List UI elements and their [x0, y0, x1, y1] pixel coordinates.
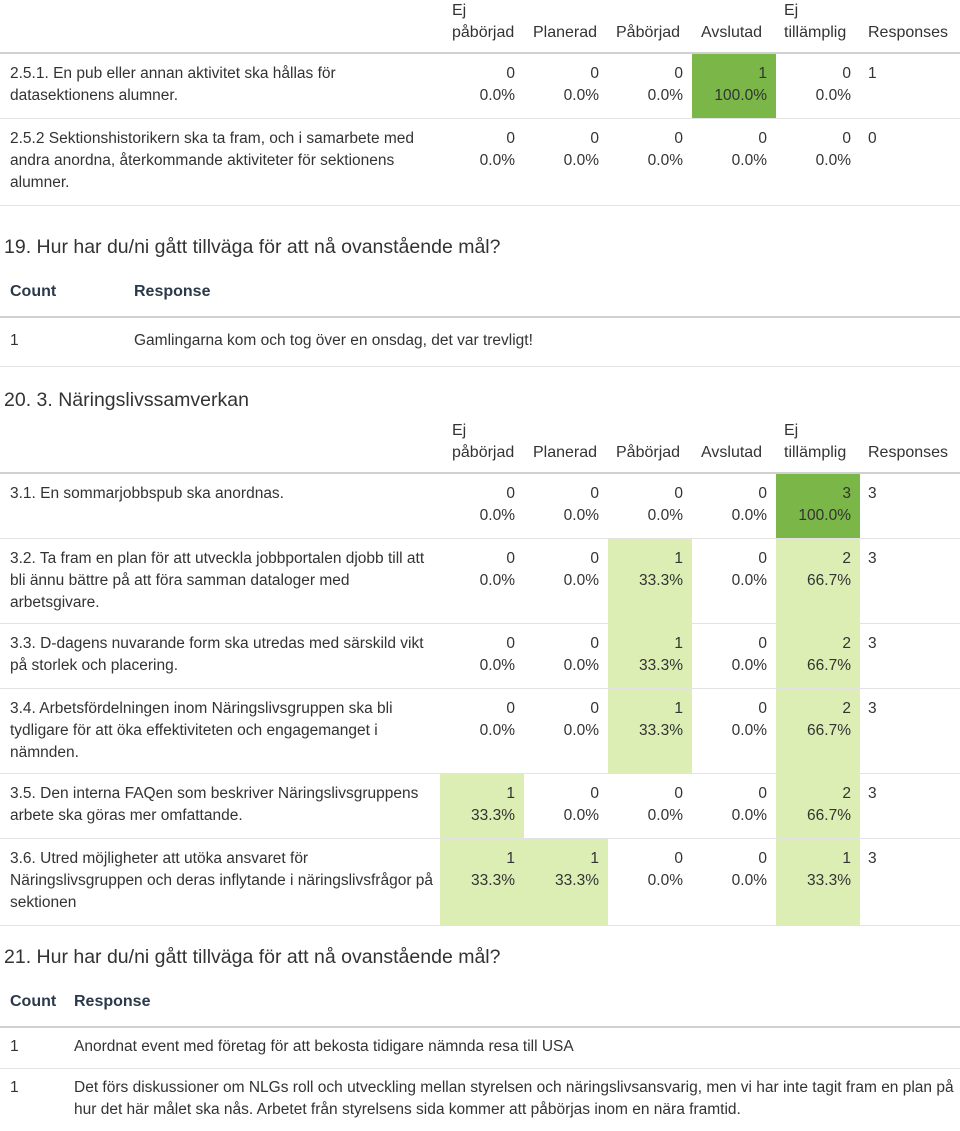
cell-planerad [524, 119, 608, 205]
cell-percent: 66.7% [807, 722, 851, 739]
cell-avslutad [692, 624, 776, 688]
responses-count: 3 [868, 850, 877, 867]
col-label: Planerad [533, 444, 598, 461]
col-responses [868, 420, 958, 472]
col-label: Ej tillämplig [784, 2, 847, 41]
cell-count: 2 [842, 700, 851, 717]
question-19-title: 19. Hur har du/ni gått tillväga för att nå ovanstående mål? [4, 236, 501, 258]
response-text: Gamlingarna kom och tog över en onsdag, det var trevligt! [134, 332, 533, 349]
cell-percent: 0.0% [731, 507, 767, 524]
cell-planerad [524, 774, 608, 838]
matrix-header [0, 420, 960, 474]
cell-percent: 0.0% [563, 657, 599, 674]
col-planerad [533, 420, 617, 472]
cell-count: 0 [590, 130, 599, 147]
cell-percent: 0.0% [479, 572, 515, 589]
cell-planerad [524, 839, 608, 925]
cell-count: 0 [590, 65, 599, 82]
cell-percent: 100.0% [798, 507, 851, 524]
col-label: Ej påbörjad [452, 422, 515, 461]
cell-avslutad [692, 474, 776, 538]
cell-avslutad [692, 539, 776, 623]
question-text: 2.5.1. En pub eller annan aktivitet ska hållas för datasektionens alumner. [10, 65, 336, 104]
response-count: 1 [10, 1079, 19, 1096]
matrix-row [0, 774, 960, 839]
response-count: 1 [10, 332, 19, 349]
col-responses [868, 0, 958, 52]
cell-count: 0 [674, 485, 683, 502]
responses-count: 1 [868, 65, 877, 82]
col-label: Responses [868, 444, 949, 461]
col-label: Påbörjad [616, 24, 681, 41]
matrix-row [0, 54, 960, 119]
cell-percent: 66.7% [807, 572, 851, 589]
cell-ej-paborjad [440, 689, 524, 773]
cell-percent: 0.0% [815, 87, 851, 104]
cell-paborjad [608, 539, 692, 623]
question-text: 3.5. Den interna FAQen som beskriver Näringslivsgruppens arbete ska göras mer omfattande. [10, 785, 419, 824]
cell-count: 0 [674, 850, 683, 867]
cell-percent: 33.3% [471, 872, 515, 889]
cell-avslutad [692, 119, 776, 205]
cell-count: 0 [842, 130, 851, 147]
question-text: 3.2. Ta fram en plan för att utveckla jobbportalen djobb till att bli ännu bättre på att föra samman dataloger med arbetsgivare. [10, 550, 425, 611]
cell-ej-paborjad [440, 474, 524, 538]
cell-percent: 0.0% [815, 152, 851, 169]
cell-count: 0 [758, 130, 767, 147]
question-20-title: 20. 3. Näringslivssamverkan [4, 389, 249, 411]
cell-percent: 0.0% [731, 572, 767, 589]
cell-ej-paborjad [440, 774, 524, 838]
cell-percent: 0.0% [563, 722, 599, 739]
cell-count: 0 [506, 485, 515, 502]
cell-ej-tillamplig [776, 839, 860, 925]
cell-percent: 0.0% [731, 152, 767, 169]
responses-count: 3 [868, 700, 877, 717]
cell-planerad [524, 539, 608, 623]
matrix-row [0, 539, 960, 624]
cell-ej-tillamplig [776, 624, 860, 688]
cell-ej-tillamplig [776, 54, 860, 118]
responses-count: 0 [868, 130, 877, 147]
question-text: 2.5.2 Sektionshistorikern ska ta fram, och i samarbete med andra anordna, återkommande aktiviteter för sektionens alumner. [10, 130, 415, 191]
cell-count: 0 [506, 65, 515, 82]
cell-percent: 0.0% [647, 507, 683, 524]
cell-paborjad [608, 839, 692, 925]
cell-count: 0 [506, 700, 515, 717]
cell-count: 0 [758, 635, 767, 652]
cell-count: 0 [590, 785, 599, 802]
cell-avslutad [692, 54, 776, 118]
question-text: 3.1. En sommarjobbspub ska anordnas. [10, 485, 284, 502]
response-header: Response [74, 993, 151, 1010]
cell-count: 0 [758, 485, 767, 502]
response-table-header [0, 270, 960, 318]
cell-percent: 0.0% [563, 507, 599, 524]
cell-count: 2 [842, 550, 851, 567]
cell-paborjad [608, 54, 692, 118]
cell-paborjad [608, 774, 692, 838]
cell-planerad [524, 474, 608, 538]
cell-percent: 0.0% [479, 152, 515, 169]
cell-percent: 0.0% [731, 872, 767, 889]
col-ej-paborjad [452, 0, 536, 52]
response-header: Response [134, 283, 211, 300]
cell-percent: 0.0% [647, 152, 683, 169]
response-count: 1 [10, 1038, 19, 1055]
matrix-row [0, 474, 960, 539]
response-table-header [0, 980, 960, 1028]
col-label: Ej påbörjad [452, 2, 515, 41]
cell-percent: 33.3% [555, 872, 599, 889]
cell-count: 0 [506, 130, 515, 147]
cell-planerad [524, 624, 608, 688]
matrix-row [0, 119, 960, 206]
col-label: Ej tillämplig [784, 422, 847, 461]
cell-ej-tillamplig [776, 474, 860, 538]
cell-percent: 0.0% [563, 87, 599, 104]
col-label: Responses [868, 24, 949, 41]
cell-paborjad [608, 689, 692, 773]
cell-count: 3 [842, 485, 851, 502]
cell-paborjad [608, 624, 692, 688]
cell-percent: 0.0% [647, 872, 683, 889]
response-table-21 [0, 980, 960, 1131]
col-paborjad [616, 420, 700, 472]
matrix-header [0, 0, 960, 54]
question-21-title: 21. Hur har du/ni gått tillväga för att nå ovanstående mål? [4, 946, 501, 968]
response-row [0, 318, 960, 367]
matrix-table-3 [0, 420, 960, 926]
col-planerad [533, 0, 617, 52]
cell-count: 0 [842, 65, 851, 82]
cell-ej-tillamplig [776, 689, 860, 773]
question-text: 3.6. Utred möjligheter att utöka ansvaret för Näringslivsgruppen och deras inflytande i näringslivsfrågor på sektionen [10, 850, 434, 911]
response-text: Anordnat event med företag för att bekosta tidigare nämnda resa till USA [74, 1038, 574, 1055]
cell-count: 0 [758, 785, 767, 802]
cell-count: 1 [758, 65, 767, 82]
cell-percent: 0.0% [647, 807, 683, 824]
cell-count: 0 [506, 550, 515, 567]
cell-percent: 0.0% [479, 657, 515, 674]
cell-count: 1 [842, 850, 851, 867]
cell-count: 1 [590, 850, 599, 867]
col-paborjad [616, 0, 700, 52]
cell-percent: 33.3% [471, 807, 515, 824]
cell-paborjad [608, 474, 692, 538]
count-header: Count [10, 993, 57, 1010]
response-text: Det förs diskussioner om NLGs roll och utveckling mellan styrelsen och näringslivsansvarig, men vi har inte tagit fram en plan på hur det här målet ska nås. Arbetet från styrelsens sida kommer att påbörjas inom en nära framtid. [74, 1079, 954, 1118]
cell-count: 0 [758, 700, 767, 717]
cell-percent: 33.3% [639, 657, 683, 674]
matrix-table-2-5 [0, 0, 960, 206]
cell-ej-paborjad [440, 119, 524, 205]
cell-avslutad [692, 689, 776, 773]
cell-percent: 0.0% [647, 87, 683, 104]
cell-count: 0 [674, 785, 683, 802]
cell-count: 0 [506, 635, 515, 652]
responses-count: 3 [868, 485, 877, 502]
cell-percent: 33.3% [639, 722, 683, 739]
cell-ej-paborjad [440, 54, 524, 118]
cell-planerad [524, 54, 608, 118]
cell-ej-paborjad [440, 839, 524, 925]
question-text: 3.4. Arbetsfördelningen inom Näringslivsgruppen ska bli tydligare för att öka effektiviteten och engagemanget i nämnden. [10, 700, 393, 761]
response-table-19 [0, 270, 960, 367]
cell-ej-tillamplig [776, 774, 860, 838]
cell-count: 0 [758, 850, 767, 867]
col-label: Avslutad [701, 24, 763, 41]
col-label: Påbörjad [616, 444, 681, 461]
cell-count: 1 [674, 550, 683, 567]
cell-count: 0 [590, 700, 599, 717]
cell-percent: 0.0% [731, 722, 767, 739]
cell-percent: 0.0% [563, 807, 599, 824]
col-ej-tillamplig [784, 420, 868, 472]
cell-count: 1 [506, 850, 515, 867]
col-avslutad [701, 420, 785, 472]
cell-count: 1 [674, 635, 683, 652]
cell-percent: 0.0% [731, 657, 767, 674]
cell-count: 0 [674, 130, 683, 147]
cell-percent: 66.7% [807, 807, 851, 824]
cell-percent: 0.0% [479, 507, 515, 524]
cell-count: 1 [506, 785, 515, 802]
cell-percent: 33.3% [807, 872, 851, 889]
cell-count: 2 [842, 635, 851, 652]
col-avslutad [701, 0, 785, 52]
cell-percent: 100.0% [714, 87, 767, 104]
count-header: Count [10, 283, 57, 300]
matrix-row [0, 624, 960, 689]
cell-avslutad [692, 774, 776, 838]
responses-count: 3 [868, 785, 877, 802]
cell-percent: 0.0% [731, 807, 767, 824]
col-ej-paborjad [452, 420, 536, 472]
cell-ej-tillamplig [776, 539, 860, 623]
cell-count: 0 [590, 550, 599, 567]
matrix-row [0, 689, 960, 774]
response-row [0, 1069, 960, 1131]
cell-percent: 0.0% [479, 87, 515, 104]
cell-count: 0 [758, 550, 767, 567]
col-label: Planerad [533, 24, 598, 41]
response-row [0, 1028, 960, 1069]
col-label: Avslutad [701, 444, 763, 461]
cell-percent: 0.0% [563, 152, 599, 169]
question-text: 3.3. D-dagens nuvarande form ska utredas med särskild vikt på storlek och placering. [10, 635, 424, 674]
cell-count: 1 [674, 700, 683, 717]
cell-paborjad [608, 119, 692, 205]
cell-count: 0 [590, 635, 599, 652]
cell-percent: 0.0% [563, 572, 599, 589]
cell-ej-tillamplig [776, 119, 860, 205]
cell-percent: 33.3% [639, 572, 683, 589]
cell-avslutad [692, 839, 776, 925]
cell-percent: 66.7% [807, 657, 851, 674]
cell-count: 2 [842, 785, 851, 802]
col-ej-tillamplig [784, 0, 868, 52]
cell-count: 0 [674, 65, 683, 82]
cell-ej-paborjad [440, 624, 524, 688]
cell-percent: 0.0% [479, 722, 515, 739]
cell-planerad [524, 689, 608, 773]
responses-count: 3 [868, 550, 877, 567]
cell-ej-paborjad [440, 539, 524, 623]
matrix-row [0, 839, 960, 926]
responses-count: 3 [868, 635, 877, 652]
cell-count: 0 [590, 485, 599, 502]
